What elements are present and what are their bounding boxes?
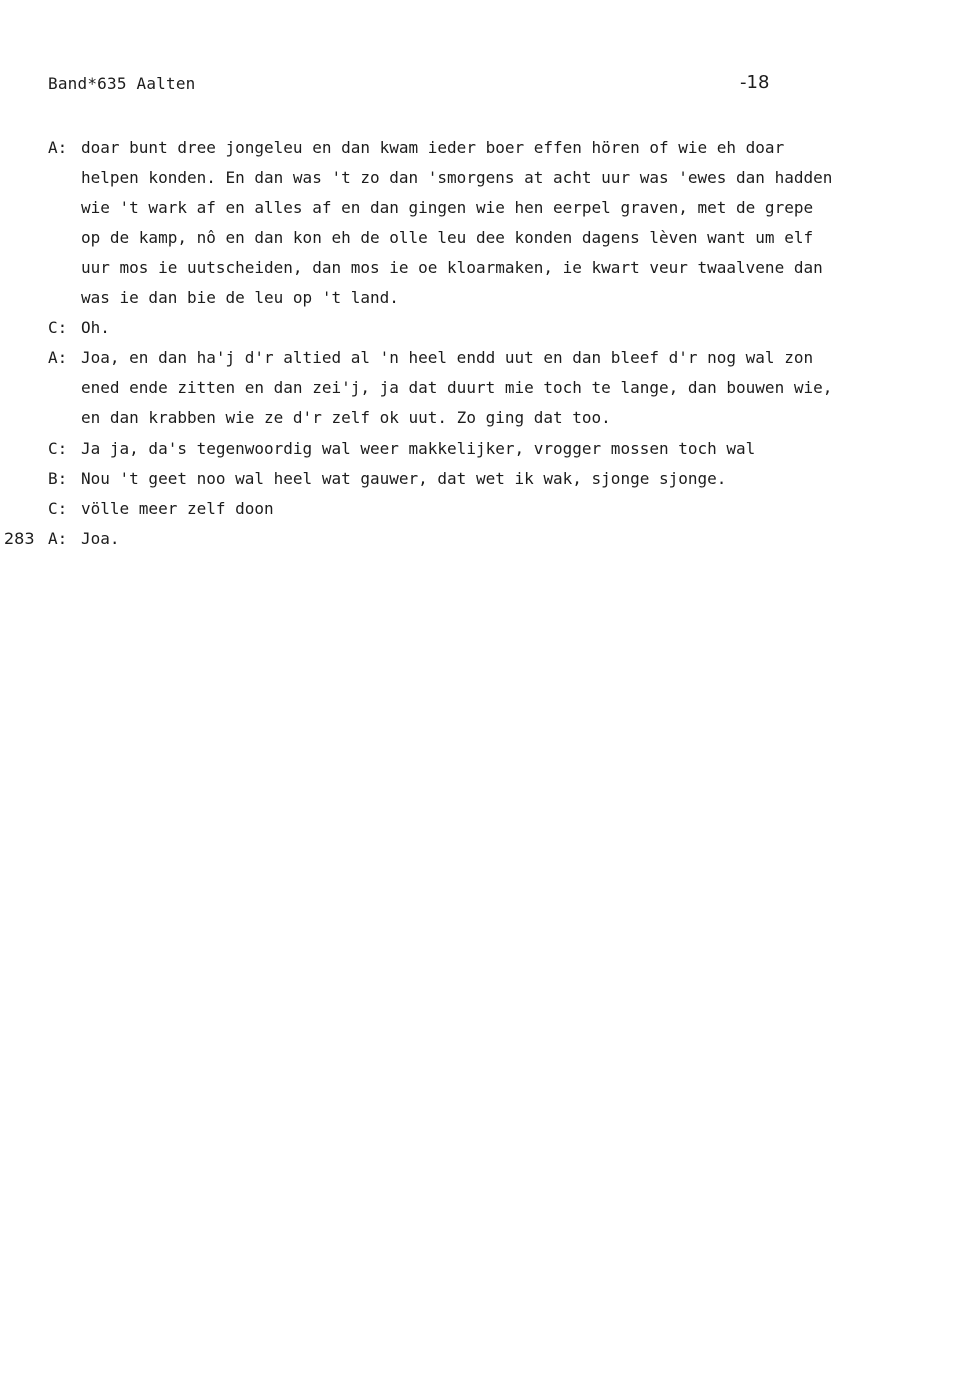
margin-line-number: 283 — [4, 529, 35, 548]
line-text: Joa. — [81, 529, 120, 548]
transcript-line — [81, 258, 823, 278]
transcript-line — [48, 469, 726, 489]
line-text: Nou 't geet noo wal heel wat gauwer, dat wet ik wak, sjonge sjonge. — [81, 469, 727, 488]
speaker-label: A: — [48, 529, 68, 548]
transcript-line — [48, 138, 784, 158]
transcript-line — [81, 378, 832, 398]
line-text: Joa, en dan ha'j d'r altied al 'n heel endd uut en dan bleef d'r nog wal zon — [81, 348, 814, 367]
transcript-line — [81, 228, 813, 248]
line-text: was ie dan bie de leu op 't land. — [81, 288, 399, 307]
speaker-label: C: — [48, 439, 68, 458]
transcript-line — [81, 408, 611, 428]
page-number: -18 — [740, 72, 770, 93]
document-header: Band*635 Aalten — [48, 74, 196, 93]
line-text: uur mos ie uutscheiden, dan mos ie oe kloarmaken, ie kwart veur twaalvene dan — [81, 258, 823, 277]
speaker-label: A: — [48, 138, 68, 157]
speaker-label: C: — [48, 318, 68, 337]
line-text: doar bunt dree jongeleu en dan kwam ieder boer effen hören of wie eh doar — [81, 138, 785, 157]
line-text: wie 't wark af en alles af en dan gingen wie hen eerpel graven, met de grepe — [81, 198, 814, 217]
speaker-label: A: — [48, 348, 68, 367]
line-text: ened ende zitten en dan zei'j, ja dat duurt mie toch te lange, dan bouwen wie, — [81, 378, 833, 397]
transcript-line — [81, 198, 813, 218]
line-text: helpen konden. En dan was 't zo dan 'smorgens at acht uur was 'ewes dan hadden — [81, 168, 833, 187]
speaker-label: C: — [48, 499, 68, 518]
line-text: Ja ja, da's tegenwoordig wal weer makkelijker, vrogger mossen toch wal — [81, 439, 756, 458]
transcript-line — [48, 439, 755, 459]
transcript-line — [48, 318, 110, 338]
transcript-line — [48, 348, 813, 368]
line-text: Oh. — [81, 318, 110, 337]
transcript-line — [81, 168, 832, 188]
line-text: op de kamp, nô en dan kon eh de olle leu dee konden dagens lèven want um elf — [81, 228, 814, 247]
transcript-line — [48, 499, 274, 519]
transcript-line — [48, 529, 120, 549]
line-text: völle meer zelf doon — [81, 499, 274, 518]
transcript-line — [81, 288, 399, 308]
line-text: en dan krabben wie ze d'r zelf ok uut. Zo ging dat too. — [81, 408, 611, 427]
speaker-label: B: — [48, 469, 68, 488]
